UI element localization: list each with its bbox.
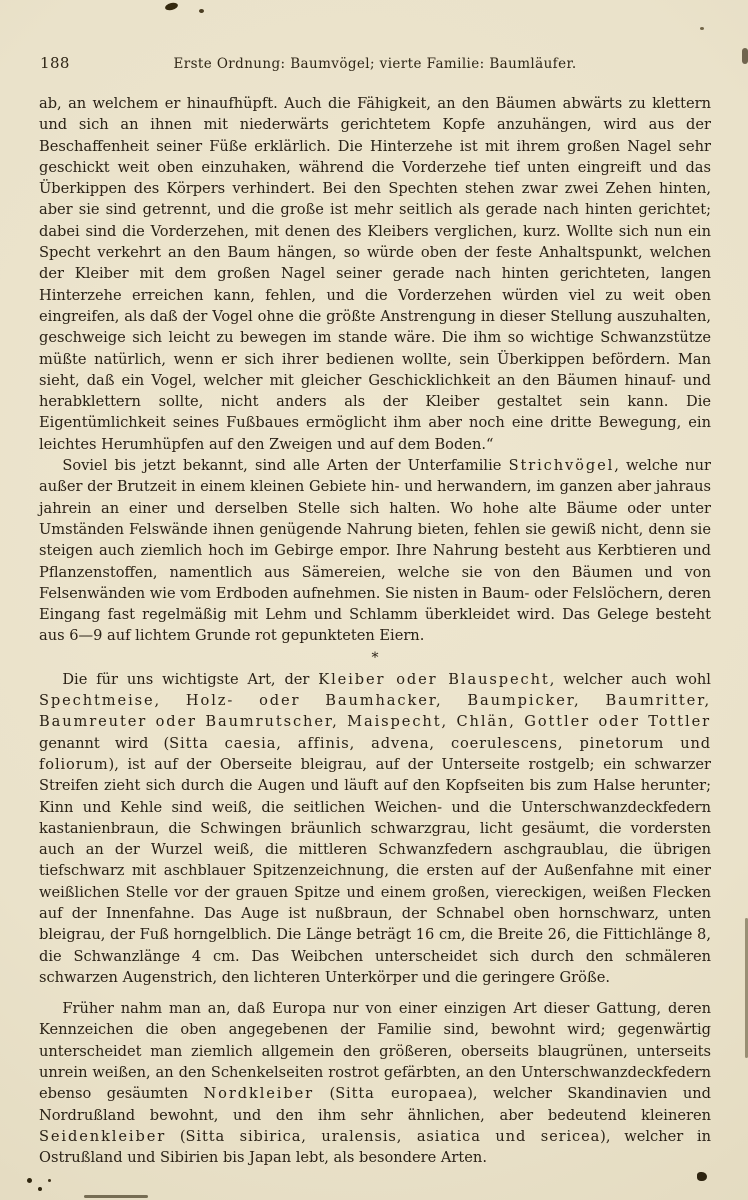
text-segment: ), ist auf der Oberseite bleigrau, auf der Unterseite rostgelb; ein schwarzer Streifen zieht sich durch die Augen und läuft auf den Kopfseiten bis zum Halse herunter; Kinn und Kehle sind weiß, die seitlichen Weichen- und die Unterschwanzdeckfedern kastanienbraun, die Schwingen bräunlich schwarzgrau, licht gesäumt, die vordersten auch an der Wurzel weiß, die mittleren Schwanzfedern aschgraublau, die übrigen tiefschwarz mit aschblauer Spitzenzeichnung, die ersten auf der Außenfahne mit einer weißlichen Stelle vor der grauen Spitze und einem großen, viereckigen, weißen Flecken auf der Innenfahne. Das Auge ist nußbraun, der Schnabel oben hornschwarz, unten bleigrau, der Fuß horngelblich. Die Länge beträgt 16 cm, die Breite 26, die Fittichlänge 8, die Schwanzlänge 4 cm. Das Weibchen unterscheidet sich durch den schmäleren schwarzen Augenstrich, den lichteren Unterkörper und die geringere Größe. (39, 755, 711, 986)
text-segment: ( (314, 1085, 336, 1103)
section-separator: * (371, 649, 379, 666)
scan-speck (38, 1187, 42, 1191)
emphasized-term: Nordkleiber (203, 1085, 315, 1103)
scientific-name: Sitta caesia, affinis, advena, coerulescens, pinetorum und foliorum (39, 734, 711, 773)
scan-speck (742, 48, 748, 64)
scan-speck (48, 1179, 51, 1182)
scan-speck (700, 27, 704, 30)
text-segment: ), welcher in Ostrußland und Sibirien bis Japan lebt, als besondere Arten. (39, 1127, 711, 1167)
text-segment: ab, an welchem er hinaufhüpft. Auch die Fähigkeit, an den Bäumen abwärts zu klettern und sich an ihnen mit niederwärts gerichtetem Kopfe anzuhängen, wird aus der Beschaffenheit seiner Füße erklärlich. Die Hinterzehe ist mit ihrem großen Nagel sehr geschickt weit oben einzuhaken, während die Vorderzehe tief unten eingreift und das Überkippen des Körpers verhindert. Bei den Spechten stehen zwar zwei Zehen hinten, aber sie sind getrennt, und die große ist mehr seitlich als gerade nach hinten gerichtet; dabei sind die Vorderzehen, mit denen des Kleibers verglichen, kurz. Wollte sich nun ein Specht verkehrt an den Baum hängen, so würde oben der feste Anhaltspunkt, welchen der Kleiber mit dem großen Nagel seiner gerade nach hinten gerichteten, langen Hinterzehe erreichen kann, fehlen, und die Vorderzehen würden viel zu weit oben eingreifen, als daß der Vogel ohne die größte Anstrengung in dieser Stellung auszuhalten, geschweige sich leicht zu bewegen im stande wäre. Die ihm so wichtige Schwanzstütze müßte natürlich, wenn er sich ihrer bedienen wollte, sein Überkippen befördern. Man sieht, daß ein Vogel, welcher mit gleicher Geschicklichkeit an den Bäumen hinauf- und herabklettern sollte, nicht anders als der Kleiber gestaltet sein kann. Die Eigentümlichkeit seines Fußbaues ermöglicht ihm aber noch eine dritte Bewegung, ein leichtes Herumhüpfen auf den Zweigen und auf dem Boden.“ (39, 95, 711, 453)
emphasized-term: Strichvögel (508, 457, 615, 475)
paragraph (39, 93, 711, 455)
scientific-name: Sitta sibirica, uralensis, asiatica und sericea (185, 1127, 601, 1145)
scan-speck (84, 1195, 148, 1198)
paragraph (39, 669, 711, 988)
emphasized-term: Spechtmeise, Holz- oder Baumhacker, Baumpicker, Baumritter, Baumreuter oder Baumrutscher, Maispecht, Chlän, Gottler oder Tottler (39, 692, 711, 731)
scan-speck (199, 9, 204, 13)
page-header (39, 0, 711, 72)
text-segment: ( (166, 1127, 186, 1145)
text-segment: genannt wird ( (39, 734, 170, 752)
scientific-name: Sitta europaea (335, 1085, 468, 1103)
scan-speck (27, 1178, 32, 1183)
text-segment: , welche nur außer der Brutzeit in einem kleinen Gebiete hin- und herwandern, im ganzen aber jahraus jahrein an einer und derselben Stelle sich halten. Wo hohe alte Bäume oder unter Umständen Felswände ihnen genügende Nahrung bieten, fehlen sie gewiß nicht, denn sie steigen auch ziemlich hoch im Gebirge empor. Ihre Nahrung besteht aus Kerbtieren und Pflanzenstoffen, namentlich aus Sämereien, welche sie von den Bäumen und von Felsenwänden wie vom Erdboden aufnehmen. Sie nisten in Baum- oder Felslöchern, deren Eingang fast regelmäßig mit Lehm und Schlamm überkleidet wird. Das Gelege besteht aus 6—9 auf lichtem Grunde rot gepunkteten Eiern. (39, 457, 711, 645)
text-segment: Die für uns wichtigste Art, der (62, 670, 319, 688)
paragraph (39, 455, 711, 647)
scan-speck (697, 1172, 707, 1181)
text-segment: ), welcher Skandinavien und Nordrußland bewohnt, und den ihm sehr ähnlichen, aber bedeutend kleineren (39, 1085, 711, 1124)
paragraph (39, 998, 711, 1168)
text-segment: Früher nahm man an, daß Europa nur von einer einzigen Art dieser Gattung, deren Kennzeichen die oben angegebenen der Familie sind, bewohnt wird; gegenwärtig unterscheidet man ziemlich allgemein den größeren, oberseits blaugrünen, unterseits unrein weißen, an den Schenkelseiten rostrot gefärbten, an den Unterschwanzdeckfedern ebenso gesäumten (39, 1000, 711, 1103)
text-segment: , welcher auch wohl (549, 670, 711, 688)
page-number: 188 (40, 54, 70, 72)
emphasized-term: Seidenkleiber (39, 1127, 167, 1145)
emphasized-term: Kleiber oder Blauspecht (318, 670, 550, 688)
running-header: Erste Ordnung: Baumvögel; vierte Familie: Baumläufer. (173, 56, 577, 72)
text-segment: Soviel bis jetzt bekannt, sind alle Arten der Unterfamilie (62, 457, 509, 475)
page-text (39, 93, 711, 1169)
